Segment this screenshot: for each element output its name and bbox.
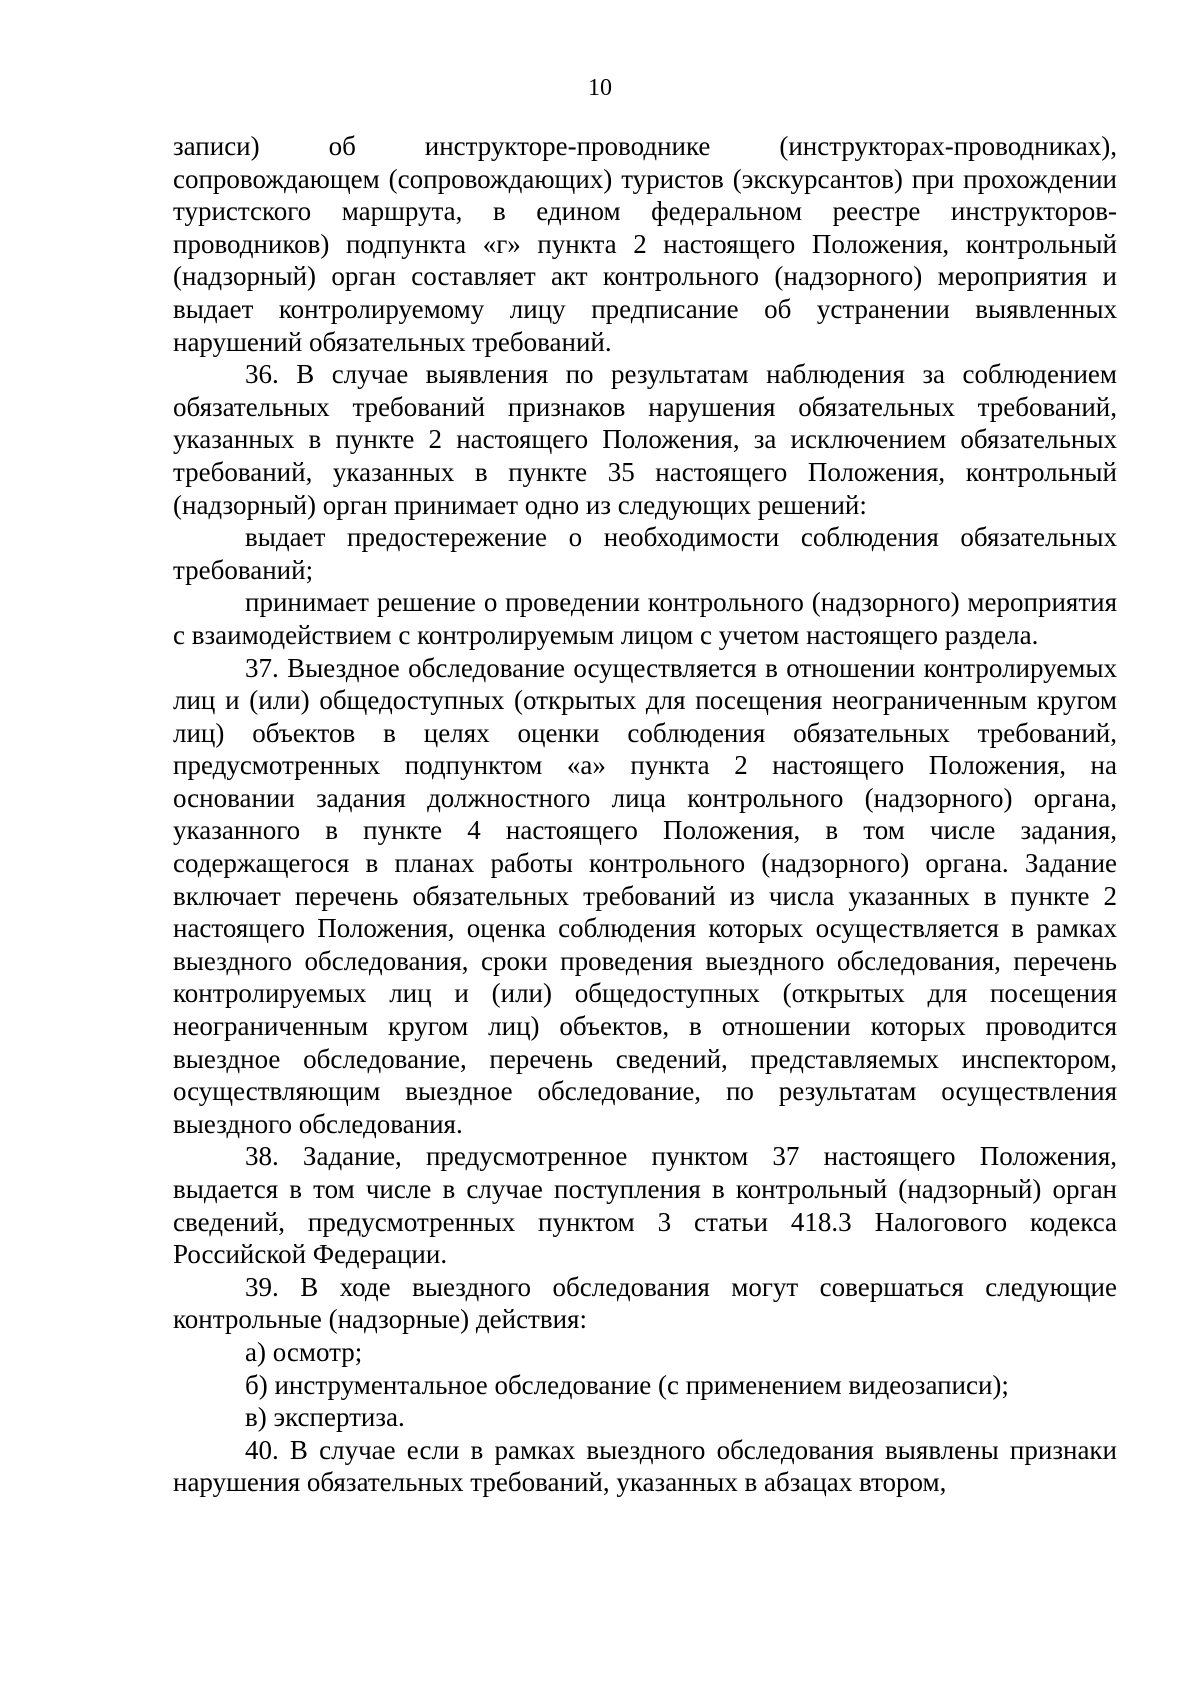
- paragraph-40: 40. В случае если в рамках выездного обследования выявлены признаки нарушения обязательных требований, указанных в абзацах втором,: [173, 1434, 1117, 1498]
- page-number: 10: [588, 75, 612, 101]
- paragraph-38: 38. Задание, предусмотренное пунктом 37 настоящего Положения, выдается в том числе в случае поступления в контрольный (надзорный) орган сведений, предусмотренных пунктом 3 статьи 418.3 Налогового кодекса Российской Федерации.: [173, 1141, 1117, 1270]
- list-item-inspection: а) осмотр;: [245, 1336, 363, 1367]
- paragraph-36: 36. В случае выявления по результатам наблюдения за соблюдением обязательных требований признаков нарушения обязательных требований, указанных в пункте 2 настоящего Положения, за исключением обязательных требований, указанных в пункте 35 настоящего Положения, контрольный (надзорный) орган принимает одно из следующих решений:: [173, 359, 1117, 520]
- paragraph-37: 37. Выездное обследование осуществляется в отношении контролируемых лиц и (или) общедоступных (открытых для посещения неограниченным кругом лиц) объектов в целях оценки соблюдения обязательных требований, предусмотренных подпунктом «а» пункта 2 настоящего Положения, на основании задания должностного лица контрольного (надзорного) органа, указанного в пункте 4 настоящего Положения, в том числе задания, содержащегося в планах работы контрольного (надзорного) органа. Задание включает перечень обязательных требований из числа указанных в пункте 2 настоящего Положения, оценка соблюдения которых осуществляется в рамках выездного обследования, сроки проведения выездного обследования, перечень контролируемых лиц и (или) общедоступных (открытых для посещения неограниченным кругом лиц) объектов, в отношении которых проводится выездное обследование, перечень сведений, представляемых инспектором, осуществляющим выездное обследование, по результатам осуществления выездного обследования.: [173, 652, 1117, 1139]
- document-body: [173, 130, 1117, 1499]
- list-item-instrumental-survey: б) инструментальное обследование (с применением видеозаписи);: [245, 1369, 1009, 1400]
- paragraph-continuation: записи) об инструкторе-проводнике (инструкторах-проводниках), сопровождающем (сопровождающих) туристов (экскурсантов) при прохождении туристского маршрута, в едином федеральном реестре инструкторов-проводников) подпункта «г» пункта 2 настоящего Положения, контрольный (надзорный) орган составляет акт контрольного (надзорного) мероприятия и выдает контролируемому лицу предписание об устранении выявленных нарушений обязательных требований.: [173, 131, 1117, 357]
- list-item-expertise: в) экспертиза.: [245, 1402, 405, 1433]
- paragraph-36-option-inspection: принимает решение о проведении контрольного (надзорного) мероприятия с взаимодействием с контролируемым лицом с учетом настоящего раздела.: [173, 587, 1117, 650]
- paragraph-39: 39. В ходе выездного обследования могут совершаться следующие контрольные (надзорные) действия:: [173, 1271, 1117, 1335]
- paragraph-36-option-warning: выдает предостережение о необходимости соблюдения обязательных требований;: [173, 522, 1117, 585]
